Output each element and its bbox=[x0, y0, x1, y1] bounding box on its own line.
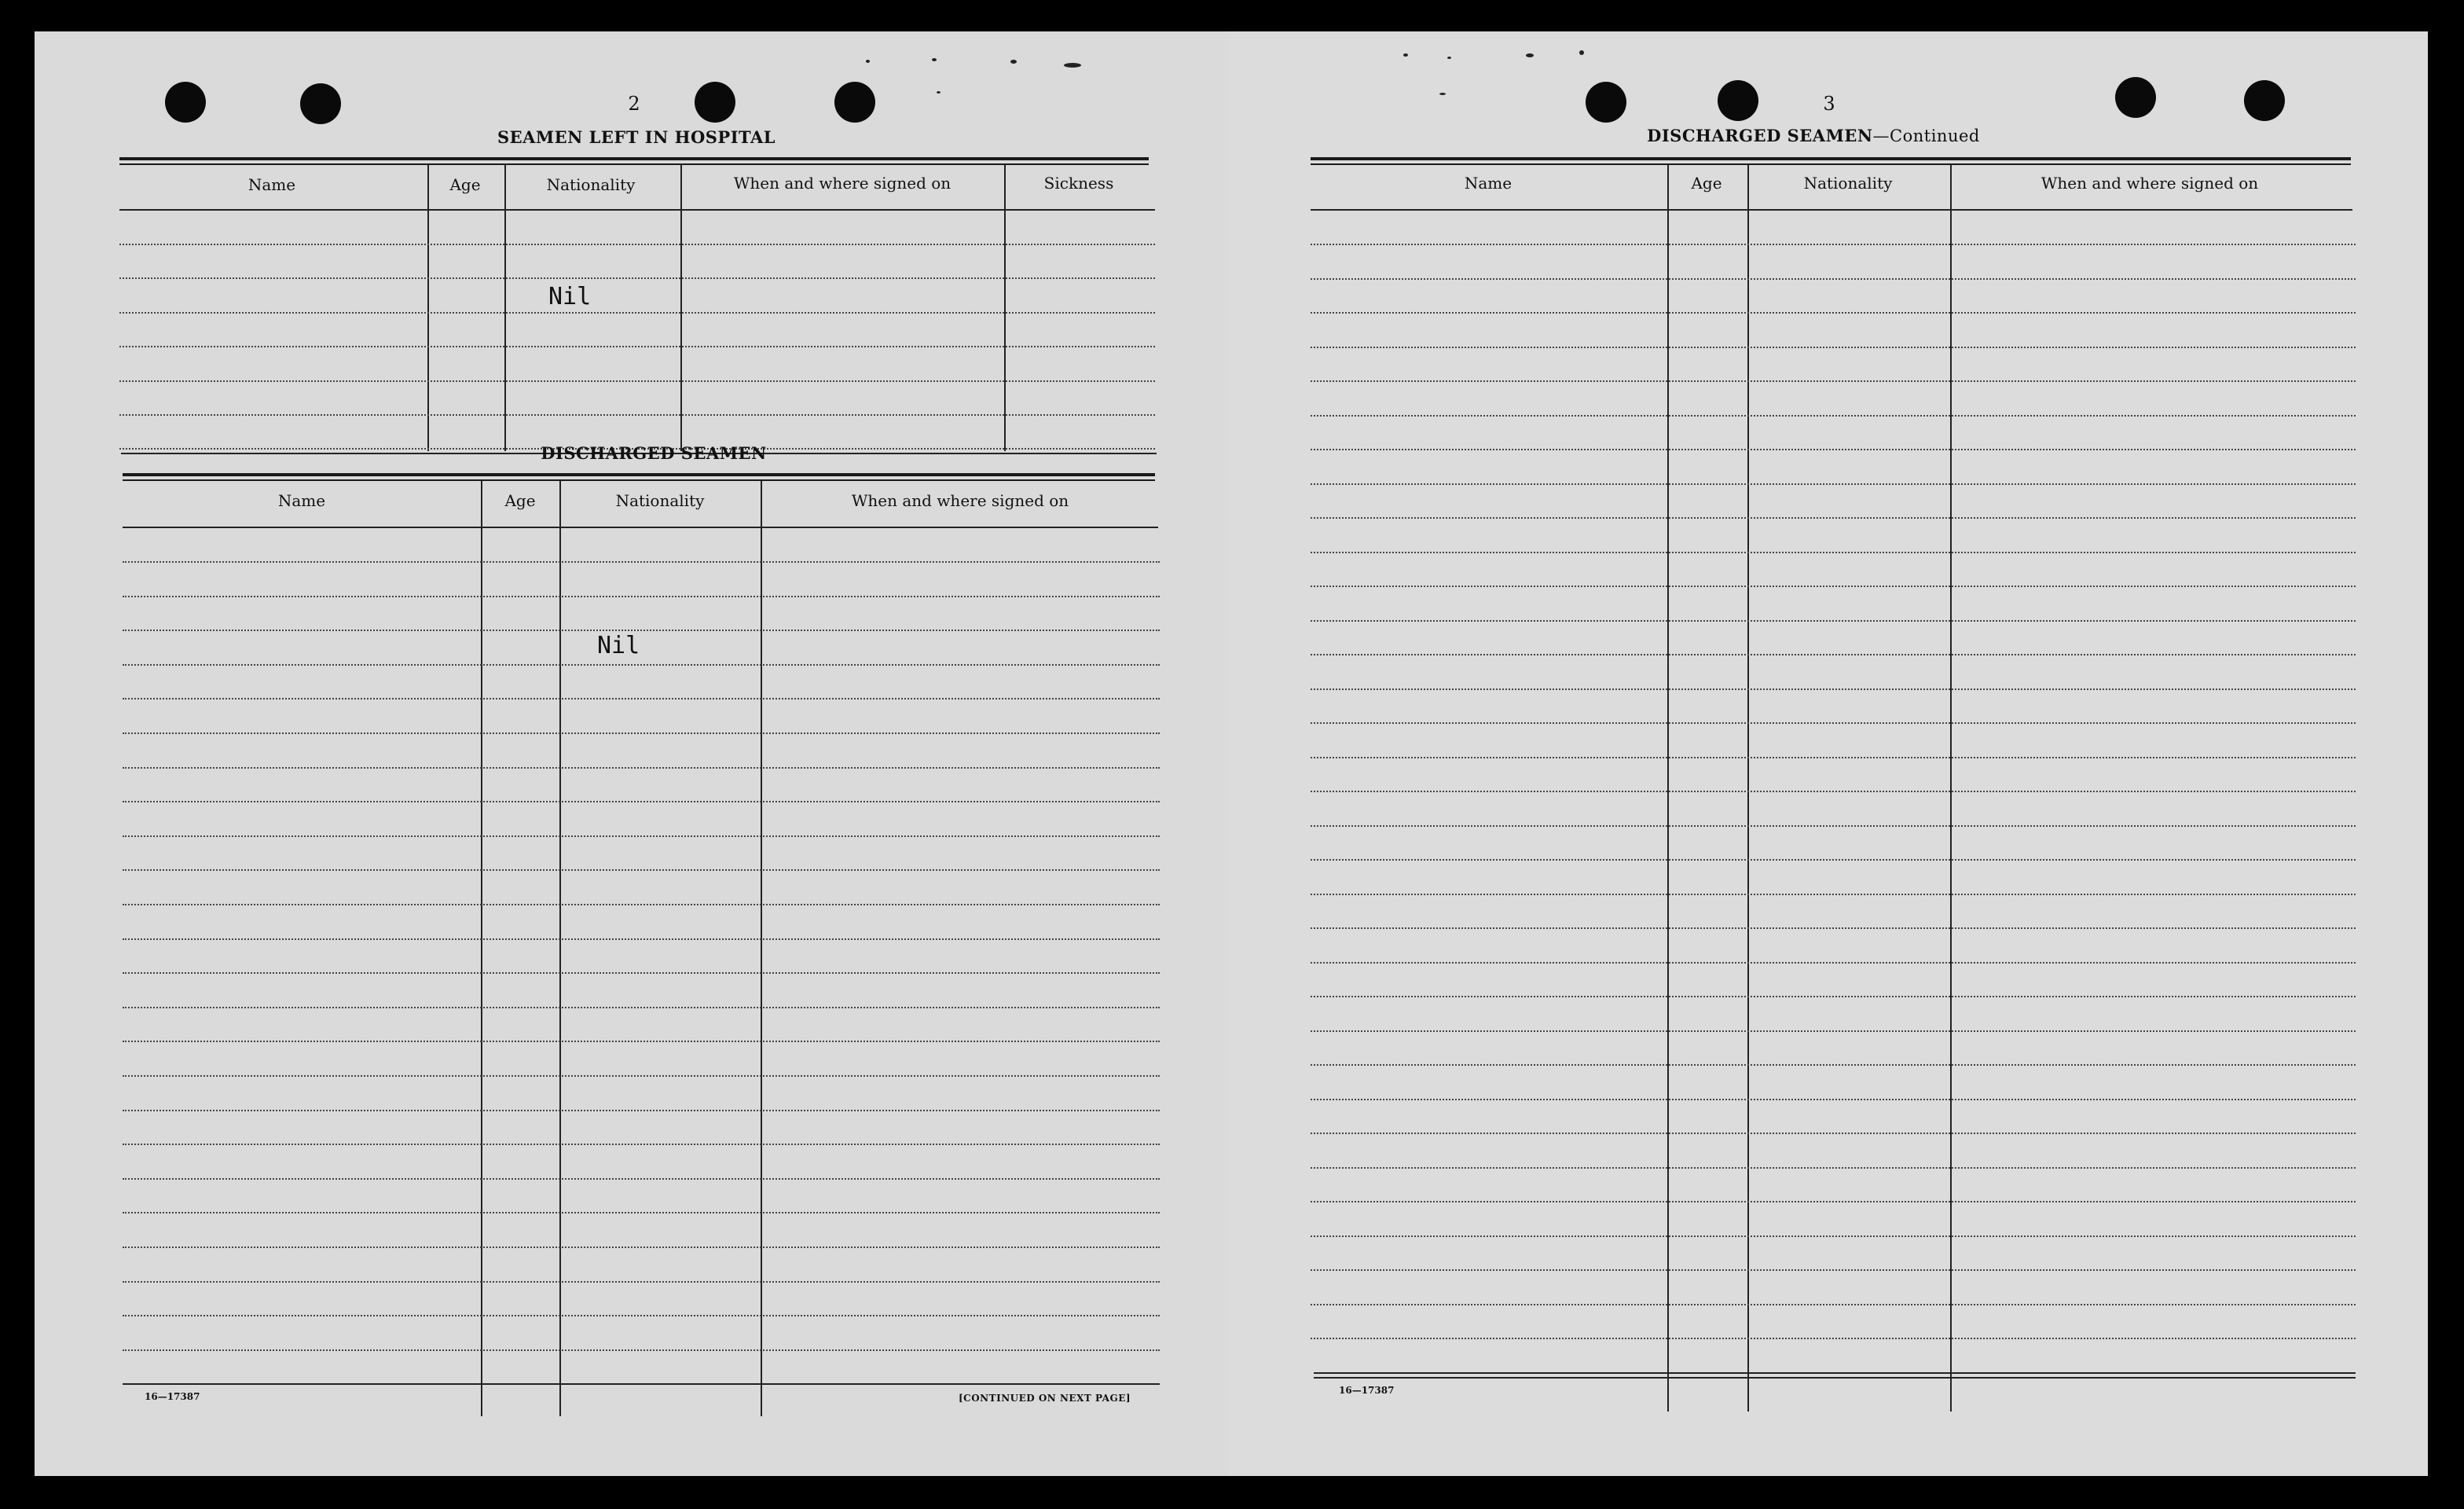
entry-line bbox=[123, 596, 1160, 597]
entry-line bbox=[1311, 517, 2356, 519]
entry-line bbox=[1311, 620, 2356, 622]
column-divider bbox=[1004, 165, 1006, 451]
header-rule bbox=[1311, 163, 2351, 165]
entry-line bbox=[123, 767, 1160, 769]
column-divider bbox=[1747, 165, 1749, 1412]
entry-line bbox=[123, 1315, 1160, 1316]
column-header-age: Age bbox=[1691, 174, 1722, 193]
entry-line bbox=[119, 346, 1155, 347]
title-continued: —Continued bbox=[1872, 127, 1980, 145]
entry-line bbox=[123, 1144, 1160, 1145]
ink-speck bbox=[1579, 50, 1584, 55]
title-main: DISCHARGED SEAMEN bbox=[1647, 126, 1873, 145]
punch-hole bbox=[1586, 82, 1626, 123]
entry-line bbox=[1311, 962, 2356, 964]
continued-note: [CONTINUED ON NEXT PAGE] bbox=[959, 1393, 1131, 1404]
entry-line bbox=[123, 835, 1160, 837]
column-header-name: Name bbox=[1464, 174, 1512, 193]
column-header-name: Name bbox=[277, 491, 326, 510]
entry-line bbox=[119, 312, 1155, 314]
entry-line bbox=[1311, 449, 2356, 450]
entry-line bbox=[1311, 552, 2356, 553]
entry-line bbox=[1311, 347, 2356, 348]
ink-speck bbox=[1403, 53, 1408, 57]
entry-line bbox=[1311, 415, 2356, 417]
column-divider bbox=[481, 481, 482, 1416]
entry-line bbox=[1311, 483, 2356, 485]
column-divider bbox=[504, 165, 506, 451]
entry-line bbox=[123, 972, 1160, 974]
table-bottom-rule bbox=[1314, 1377, 2356, 1379]
header-rule bbox=[119, 157, 1149, 160]
form-code: 16—17387 bbox=[1339, 1385, 1395, 1396]
punch-hole bbox=[695, 82, 735, 123]
punch-hole bbox=[165, 82, 206, 123]
entry-line bbox=[1311, 722, 2356, 724]
entry-line bbox=[1311, 859, 2356, 861]
entry-line bbox=[123, 1212, 1160, 1213]
column-divider bbox=[761, 481, 762, 1416]
punch-hole bbox=[834, 82, 875, 123]
entry-line bbox=[123, 561, 1160, 563]
entry-line bbox=[123, 1110, 1160, 1111]
column-header-signed-on: When and where signed on bbox=[733, 174, 952, 193]
entry-line bbox=[1311, 244, 2356, 245]
entry-line bbox=[1311, 996, 2356, 997]
header-rule bbox=[1311, 157, 2351, 160]
entry-line bbox=[123, 1041, 1160, 1042]
ink-speck bbox=[932, 58, 937, 61]
entry-line bbox=[1311, 688, 2356, 690]
entry-line bbox=[123, 869, 1160, 871]
ink-speck bbox=[866, 60, 870, 63]
entry-line bbox=[1311, 1235, 2356, 1237]
ink-speck bbox=[1526, 53, 1534, 57]
entry-line bbox=[123, 801, 1160, 802]
header-rule bbox=[123, 473, 1155, 476]
column-header-nationality: Nationality bbox=[546, 175, 636, 194]
column-divider bbox=[1950, 165, 1952, 1412]
column-header-signed-on: When and where signed on bbox=[2040, 174, 2259, 193]
form-code: 16—17387 bbox=[145, 1391, 200, 1402]
entry-line bbox=[119, 277, 1155, 279]
entry-line bbox=[1311, 654, 2356, 655]
entry-line bbox=[123, 630, 1160, 631]
entry-line bbox=[1311, 894, 2356, 895]
ink-speck bbox=[1439, 93, 1446, 95]
entry-line bbox=[123, 1349, 1160, 1351]
column-divider bbox=[559, 481, 561, 1416]
ink-speck bbox=[1447, 57, 1451, 59]
entry-line bbox=[1311, 312, 2356, 314]
hospital-entry-text: Nil bbox=[548, 283, 592, 310]
ink-speck bbox=[1010, 60, 1017, 64]
entry-line bbox=[119, 380, 1155, 382]
column-divider bbox=[680, 165, 682, 451]
page-number: 3 bbox=[1823, 93, 1835, 115]
entry-line bbox=[119, 244, 1155, 245]
column-header-nationality: Nationality bbox=[1803, 174, 1893, 193]
table-bottom-rule bbox=[1314, 1372, 2356, 1374]
entry-line bbox=[123, 664, 1160, 666]
entry-line bbox=[123, 732, 1160, 734]
entry-line bbox=[1311, 791, 2356, 792]
entry-line bbox=[123, 1246, 1160, 1248]
entry-line bbox=[123, 904, 1160, 905]
entry-line bbox=[1311, 1338, 2356, 1339]
discharged-section-title: DISCHARGED SEAMEN bbox=[541, 443, 767, 463]
ink-speck bbox=[1064, 63, 1081, 68]
punch-hole bbox=[300, 83, 341, 124]
entry-line bbox=[1311, 1167, 2356, 1169]
column-header-name: Name bbox=[248, 175, 296, 194]
entry-line bbox=[123, 938, 1160, 940]
entry-line bbox=[123, 1178, 1160, 1180]
header-rule bbox=[119, 163, 1149, 165]
entry-line bbox=[123, 1007, 1160, 1008]
entry-line bbox=[1311, 380, 2356, 382]
header-underline bbox=[1311, 209, 2352, 211]
entry-line bbox=[1311, 1099, 2356, 1100]
entry-line bbox=[1311, 586, 2356, 587]
table-bottom-rule bbox=[123, 1383, 1160, 1385]
entry-line bbox=[119, 414, 1155, 416]
column-header-signed-on: When and where signed on bbox=[851, 491, 1069, 510]
header-underline bbox=[119, 209, 1155, 211]
entry-line bbox=[1311, 825, 2356, 827]
ink-speck bbox=[937, 91, 940, 94]
right-page bbox=[1227, 31, 2428, 1476]
column-divider bbox=[1667, 165, 1669, 1412]
column-header-age: Age bbox=[449, 175, 481, 194]
discharged-continued-title bbox=[1647, 126, 1980, 145]
discharged-entry-text: Nil bbox=[597, 632, 640, 659]
left-page bbox=[35, 31, 1229, 1476]
entry-line bbox=[123, 1075, 1160, 1077]
punch-hole bbox=[1718, 80, 1758, 121]
header-underline bbox=[123, 527, 1158, 528]
column-header-sickness: Sickness bbox=[1043, 174, 1114, 193]
entry-line bbox=[1311, 1269, 2356, 1271]
entry-line bbox=[123, 1281, 1160, 1283]
page-number: 2 bbox=[628, 93, 640, 115]
header-rule bbox=[123, 479, 1155, 481]
entry-line bbox=[1311, 1030, 2356, 1032]
entry-line bbox=[1311, 278, 2356, 280]
punch-hole bbox=[2115, 77, 2156, 118]
entry-line bbox=[123, 698, 1160, 699]
entry-line bbox=[1311, 1304, 2356, 1305]
column-divider bbox=[427, 165, 429, 451]
entry-line bbox=[1311, 1201, 2356, 1202]
punch-hole bbox=[2244, 80, 2285, 121]
entry-line bbox=[1311, 1064, 2356, 1066]
column-header-age: Age bbox=[504, 491, 536, 510]
entry-line bbox=[1311, 927, 2356, 929]
entry-line bbox=[1311, 757, 2356, 758]
column-header-nationality: Nationality bbox=[615, 491, 705, 510]
hospital-section-title: SEAMEN LEFT IN HOSPITAL bbox=[497, 127, 776, 147]
entry-line bbox=[1311, 1133, 2356, 1134]
